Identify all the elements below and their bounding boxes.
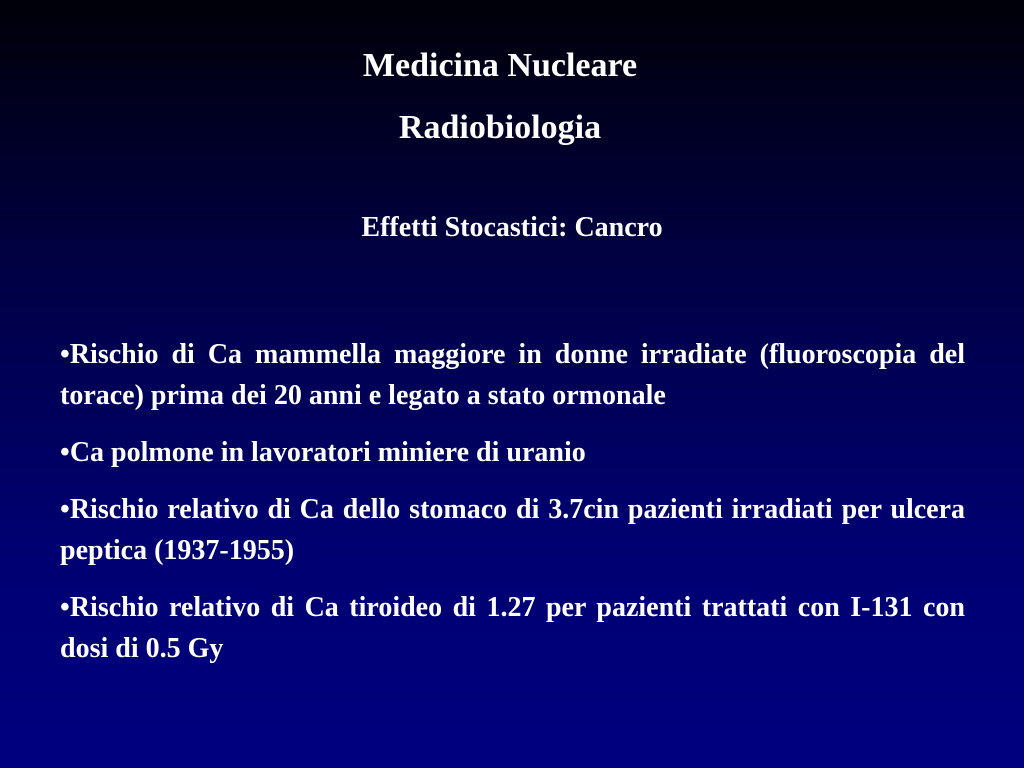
section-heading: Effetti Stocastici: Cancro	[361, 212, 663, 243]
bullet-item	[60, 489, 965, 571]
bullet-item	[60, 334, 965, 416]
bullet-text: Rischio relativo di Ca dello stomaco di 3.7cin pazienti irradiati per ulcera peptica (1937-1955)	[60, 494, 965, 566]
bullet-text: Ca polmone in lavoratori miniere di uranio	[69, 437, 586, 468]
bullet-text: Rischio relativo di Ca tiroideo di 1.27 per pazienti trattati con I-131 con dosi di 0.5 Gy	[60, 592, 965, 664]
bullet-symbol: •	[60, 339, 70, 370]
bullet-item	[60, 587, 965, 669]
bullet-item	[60, 432, 965, 473]
bullet-text: Rischio di Ca mammella maggiore in donne irradiate (fluoroscopia del torace) prima dei 20 anni e legato a stato ormonale	[60, 339, 965, 411]
bullet-symbol: •	[60, 592, 70, 623]
bullet-list	[60, 334, 965, 685]
slide-subtitle: Radiobiologia	[398, 109, 602, 146]
bullet-symbol: •	[60, 437, 70, 468]
slide-title: Medicina Nucleare	[362, 47, 638, 84]
bullet-symbol: •	[60, 494, 70, 525]
